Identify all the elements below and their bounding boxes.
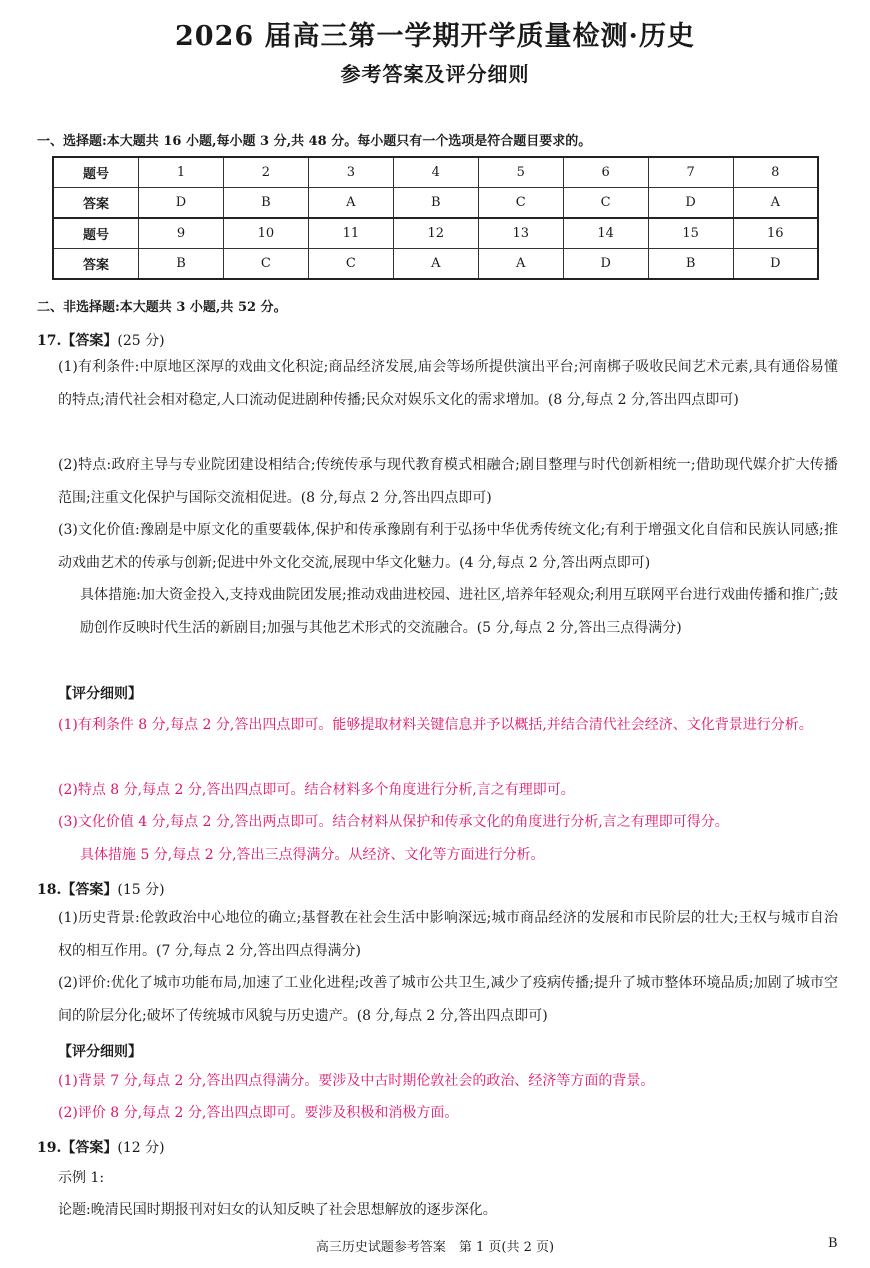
question-number-cell: 9 — [139, 218, 224, 249]
section2-heading: 二、非选择题:本大题共 3 小题,共 52 分。 — [37, 300, 287, 315]
answer-cell: A — [733, 188, 818, 219]
answer-table — [52, 156, 819, 280]
question-number-cell: 15 — [648, 218, 733, 249]
version-mark: B — [828, 1236, 838, 1251]
q19-label: 19.【答案】 — [37, 1140, 118, 1156]
question-number-cell: 14 — [563, 218, 648, 249]
question-number-cell: 7 — [648, 157, 733, 188]
answer-cell: D — [648, 188, 733, 219]
q17-part1: (1)有利条件:中原地区深厚的戏曲文化积淀;商品经济发展,庙会等场所提供演出平台;河南梆子吸收民间艺术元素,具有通俗易懂的特点;清代社会相对稳定,人口流动促进剧种传播;民众对娱乐文化的需求增加。(8 分,每点 2 分,答出四点即可) — [58, 359, 838, 408]
answer-cell: A — [393, 249, 478, 280]
q17-rubric-2: (2)特点 8 分,每点 2 分,答出四点即可。结合材料多个角度进行分析,言之有理即可。 — [58, 782, 575, 798]
question-number-cell: 8 — [733, 157, 818, 188]
answer-cell: C — [223, 249, 308, 280]
page-footer: 高三历史试题参考答案 第 1 页(共 2 页) — [315, 1240, 555, 1255]
q18-rubric-label: 【评分细则】 — [58, 1044, 142, 1060]
question-number-row — [53, 218, 818, 249]
question-number-row — [53, 157, 818, 188]
q17-label: 17.【答案】 — [37, 333, 118, 349]
row-label: 答案 — [53, 188, 139, 219]
answer-cell: C — [478, 188, 563, 219]
q17-rubric-label: 【评分细则】 — [58, 686, 142, 702]
question-number-cell: 5 — [478, 157, 563, 188]
answer-cell: B — [393, 188, 478, 219]
q17-rubric-4: 具体措施 5 分,每点 2 分,答出三点得满分。从经济、文化等方面进行分析。 — [80, 847, 545, 863]
answer-row — [53, 188, 818, 219]
answer-cell: D — [563, 249, 648, 280]
question-number-cell: 16 — [733, 218, 818, 249]
q17-header — [37, 330, 165, 350]
q18-header — [37, 879, 165, 899]
q17-score: (25 分) — [117, 333, 165, 349]
section1-heading: 一、选择题:本大题共 16 小题,每小题 3 分,共 48 分。每小题只有一个选项是符合题目要求的。 — [37, 134, 592, 149]
answer-cell: D — [139, 188, 224, 219]
q17-part2: (2)特点:政府主导与专业院团建设相结合;传统传承与现代教育模式相融合;剧目整理与时代创新相统一;借助现代媒介扩大传播范围;注重文化保护与国际交流相促进。(8 分,每点 2 分,答出四点即可) — [58, 457, 838, 506]
question-number-cell: 1 — [139, 157, 224, 188]
page-title: 2026 届高三第一学期开学质量检测·历史 — [175, 21, 695, 52]
q17-rubric-1: (1)有利条件 8 分,每点 2 分,答出四点即可。能够提取材料关键信息并予以概括,并结合清代社会经济、文化背景进行分析。 — [58, 717, 813, 733]
question-number-cell: 4 — [393, 157, 478, 188]
q18-rubric-1: (1)背景 7 分,每点 2 分,答出四点得满分。要涉及中古时期伦敦社会的政治、经济等方面的背景。 — [58, 1073, 655, 1089]
row-label: 题号 — [53, 218, 139, 249]
question-number-cell: 13 — [478, 218, 563, 249]
q19-example: 示例 1: — [58, 1170, 105, 1186]
answer-cell: B — [648, 249, 733, 280]
answer-cell: A — [308, 188, 393, 219]
q17-rubric-3: (3)文化价值 4 分,每点 2 分,答出两点即可。结合材料从保护和传承文化的角度进行分析,言之有理即可得分。 — [58, 814, 729, 830]
question-number-cell: 10 — [223, 218, 308, 249]
answer-cell: D — [733, 249, 818, 280]
q18-score: (15 分) — [117, 882, 165, 898]
q19-thesis: 论题:晚清民国时期报刊对妇女的认知反映了社会思想解放的逐步深化。 — [58, 1202, 497, 1218]
page-subtitle: 参考答案及评分细则 — [340, 62, 530, 86]
answer-row — [53, 249, 818, 280]
q18-part1: (1)历史背景:伦敦政治中心地位的确立;基督教在社会生活中影响深远;城市商品经济的发展和市民阶层的壮大;王权与城市自治权的相互作用。(7 分,每点 2 分,答出四点得满分) — [58, 910, 838, 959]
question-number-cell: 11 — [308, 218, 393, 249]
answer-cell: A — [478, 249, 563, 280]
q18-label: 18.【答案】 — [37, 882, 118, 898]
q18-part2: (2)评价:优化了城市功能布局,加速了工业化进程;改善了城市公共卫生,减少了疫病传播;提升了城市整体环境品质;加剧了城市空间的阶层分化;破坏了传统城市风貌与历史遗产。(8 分,每点 2 分,答出四点即可) — [58, 975, 838, 1024]
row-label: 题号 — [53, 157, 139, 188]
q17-measures: 具体措施:加大资金投入,支持戏曲院团发展;推动戏曲进校园、进社区,培养年轻观众;利用互联网平台进行戏曲传播和推广;鼓励创作反映时代生活的新剧目;加强与其他艺术形式的交流融合。(5 分,每点 2 分,答出三点得满分) — [80, 587, 838, 636]
q19-score: (12 分) — [117, 1140, 165, 1156]
answer-cell: C — [563, 188, 648, 219]
q17-part3: (3)文化价值:豫剧是中原文化的重要载体,保护和传承豫剧有利于弘扬中华优秀传统文化;有利于增强文化自信和民族认同感;推动戏曲艺术的传承与创新;促进中外文化交流,展现中华文化魅力。(4 分,每点 2 分,答出两点即可) — [58, 522, 838, 571]
question-number-cell: 6 — [563, 157, 648, 188]
answer-cell: B — [223, 188, 308, 219]
answer-cell: C — [308, 249, 393, 280]
row-label: 答案 — [53, 249, 139, 280]
q18-rubric-2: (2)评价 8 分,每点 2 分,答出四点即可。要涉及积极和消极方面。 — [58, 1105, 459, 1121]
answer-cell: B — [139, 249, 224, 280]
question-number-cell: 12 — [393, 218, 478, 249]
question-number-cell: 3 — [308, 157, 393, 188]
q19-header — [37, 1137, 165, 1157]
question-number-cell: 2 — [223, 157, 308, 188]
